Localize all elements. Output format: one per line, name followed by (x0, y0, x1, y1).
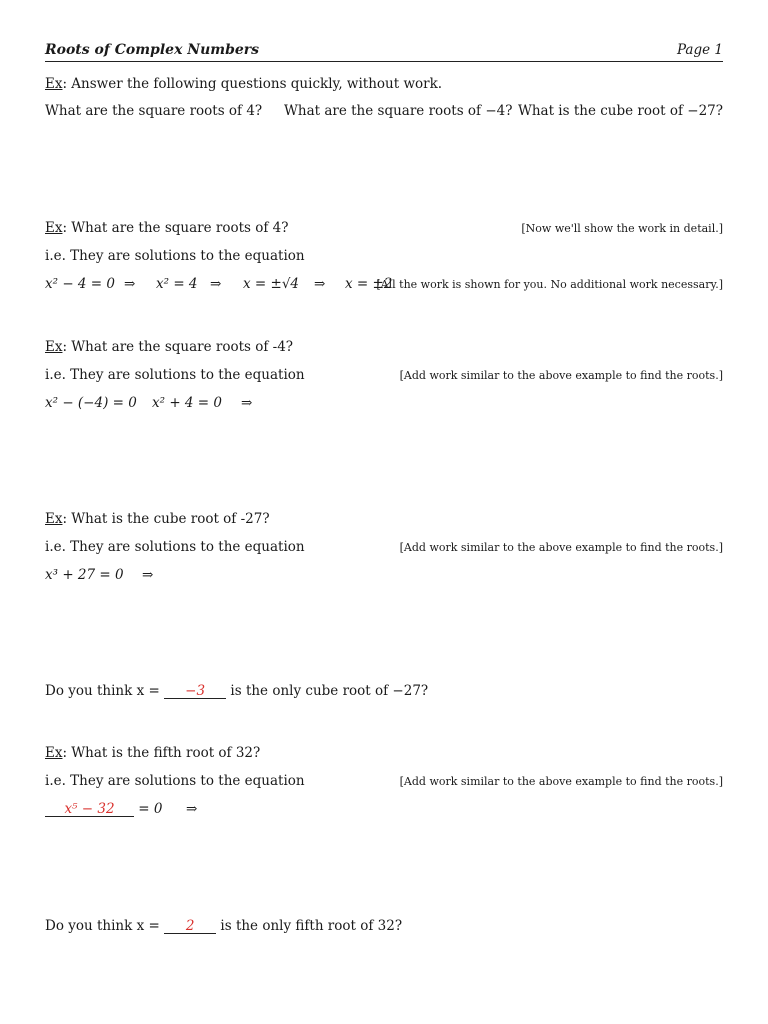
implies-arrow: ⇒ (314, 276, 326, 292)
ex2-heading (45, 220, 288, 236)
cube-root-answer-blank[interactable]: −3 (164, 684, 226, 699)
ex2-step2: x² = 4 (156, 276, 198, 292)
ex2-note: [Now we'll show the work in detail.] (521, 222, 723, 235)
ex5-ie: i.e. They are solutions to the equation (45, 773, 305, 789)
cube-question-post: is the only cube root of −27? (226, 683, 429, 699)
ex3-heading (45, 339, 293, 355)
ex5-equation (45, 801, 163, 817)
ex-label: Ex (45, 511, 63, 527)
ex4-heading (45, 511, 270, 527)
fifth-root-equation-blank[interactable]: x⁵ − 32 (45, 802, 134, 817)
ex2-note2: [All the work is shown for you. No additional work necessary.] (376, 278, 723, 291)
ex3-ie: i.e. They are solutions to the equation (45, 367, 305, 383)
cube-question-pre: Do you think x = (45, 683, 165, 699)
page-number: Page 1 (676, 42, 723, 58)
header-rule (45, 61, 723, 62)
page-title: Roots of Complex Numbers (45, 42, 260, 58)
implies-arrow: ⇒ (186, 801, 198, 817)
ex2-step1: x² − 4 = 0 (45, 276, 115, 292)
ex2-step3: x = ±√4 (243, 276, 300, 292)
ex4-note: [Add work similar to the above example to find the roots.] (399, 541, 723, 554)
ex4-prompt: : What is the cube root of -27? (62, 511, 270, 527)
implies-arrow: ⇒ (124, 276, 136, 292)
question-square-roots-4: What are the square roots of 4? (45, 103, 263, 119)
ex2-ie: i.e. They are solutions to the equation (45, 248, 305, 264)
ex5-note: [Add work similar to the above example to find the roots.] (399, 775, 723, 788)
fifth-question-post: is the only fifth root of 32? (216, 918, 403, 934)
ex-label: Ex (45, 339, 63, 355)
ex3-eq2: x² + 4 = 0 (152, 395, 222, 411)
implies-arrow: ⇒ (142, 567, 154, 583)
ex3-eq1: x² − (−4) = 0 (45, 395, 137, 411)
ex4-ie: i.e. They are solutions to the equation (45, 539, 305, 555)
ex2-prompt: : What are the square roots of 4? (62, 220, 289, 236)
ex-label: Ex (45, 220, 63, 236)
ex5-heading (45, 745, 260, 761)
implies-arrow: ⇒ (210, 276, 222, 292)
question-cube-root-neg27: What is the cube root of −27? (517, 103, 723, 119)
ex-label: Ex (45, 76, 63, 92)
ex1-prompt: : Answer the following questions quickly, without work. (62, 76, 443, 92)
fifth-root-question (45, 918, 402, 934)
ex3-note: [Add work similar to the above example to find the roots.] (399, 369, 723, 382)
ex-label: Ex (45, 745, 63, 761)
ex2-step4: x = ±2 (345, 276, 393, 292)
ex4-eq: x³ + 27 = 0 (45, 567, 124, 583)
fifth-question-pre: Do you think x = (45, 918, 165, 934)
ex5-eq-rest: = 0 (138, 801, 163, 817)
question-square-roots-neg4: What are the square roots of −4? (284, 103, 513, 119)
ex5-prompt: : What is the fifth root of 32? (62, 745, 261, 761)
ex3-prompt: : What are the square roots of -4? (62, 339, 294, 355)
implies-arrow: ⇒ (241, 395, 253, 411)
fifth-root-answer-blank[interactable]: 2 (164, 919, 216, 934)
cube-root-question (45, 683, 428, 699)
ex1-heading (45, 76, 442, 92)
